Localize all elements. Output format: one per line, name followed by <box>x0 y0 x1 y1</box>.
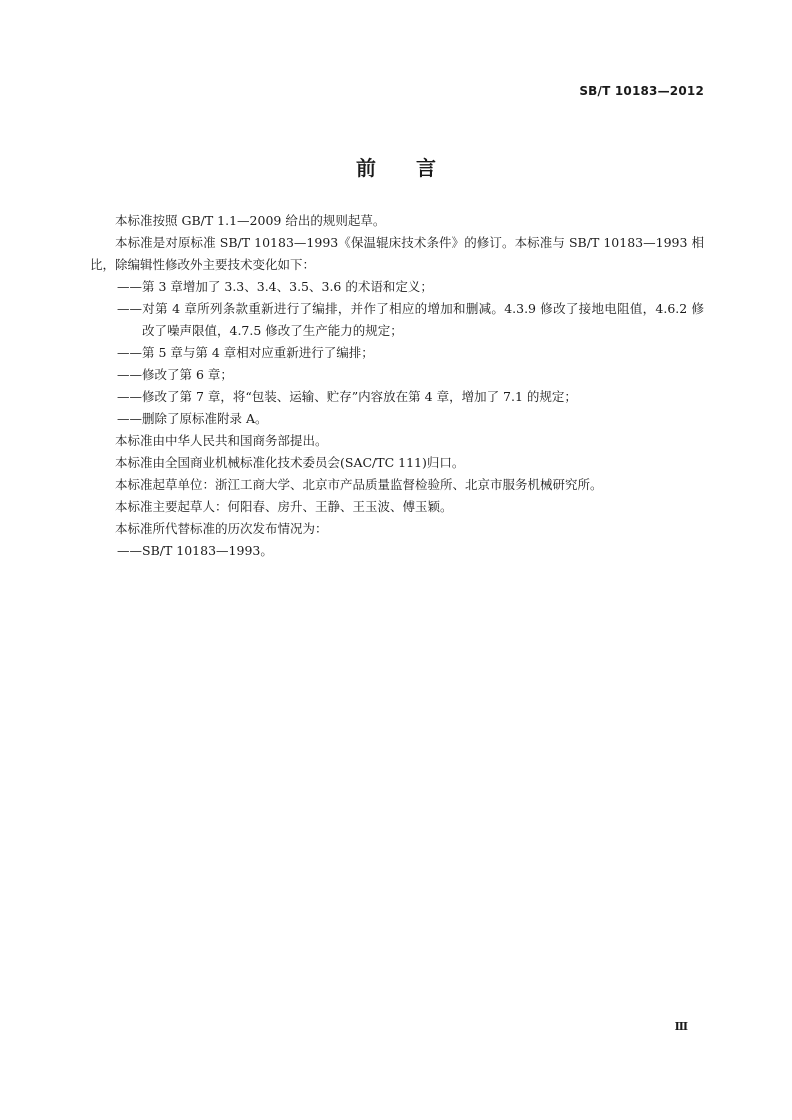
paragraph: 本标准起草单位：浙江工商大学、北京市产品质量监督检验所、北京市服务机械研究所。 <box>115 477 603 492</box>
list-item: ——第 3 章增加了 3.3、3.4、3.5、3.6 的术语和定义； <box>117 279 433 294</box>
document-body <box>90 210 704 562</box>
list-item: ——修改了第 7 章，将“包装、运输、贮存”内容放在第 4 章，增加了 7.1 的规定； <box>117 389 577 404</box>
paragraph: 本标准是对原标准 SB/T 10183—1993《保温辊床技术条件》的修订。本标准与 SB/T 10183—1993 相比，除编辑性修改外主要技术变化如下： <box>90 235 704 272</box>
paragraph: 本标准由中华人民共和国商务部提出。 <box>115 433 328 448</box>
page-number: Ⅲ <box>674 1020 688 1033</box>
list-item: ——对第 4 章所列条款重新进行了编排，并作了相应的增加和删减。4.3.9 修改了接地电阻值，4.6.2 修改了噪声限值，4.7.5 修改了生产能力的规定； <box>117 301 704 338</box>
list-item: ——修改了第 6 章； <box>117 367 233 382</box>
list-item: ——第 5 章与第 4 章相对应重新进行了编排； <box>117 345 374 360</box>
paragraph: 本标准按照 GB/T 1.1—2009 给出的规则起草。 <box>115 213 386 228</box>
list-item: ——删除了原标准附录 A。 <box>117 411 268 426</box>
standard-code: SB/T 10183—2012 <box>579 84 704 98</box>
paragraph: 本标准由全国商业机械标准化技术委员会(SAC/TC 111)归口。 <box>115 455 465 470</box>
list-item: ——SB/T 10183—1993。 <box>117 543 273 558</box>
paragraph: 本标准主要起草人：何阳春、房升、王静、王玉波、傅玉颖。 <box>115 499 453 514</box>
paragraph: 本标准所代替标准的历次发布情况为： <box>115 521 328 536</box>
page-title: 前言 <box>356 156 476 180</box>
